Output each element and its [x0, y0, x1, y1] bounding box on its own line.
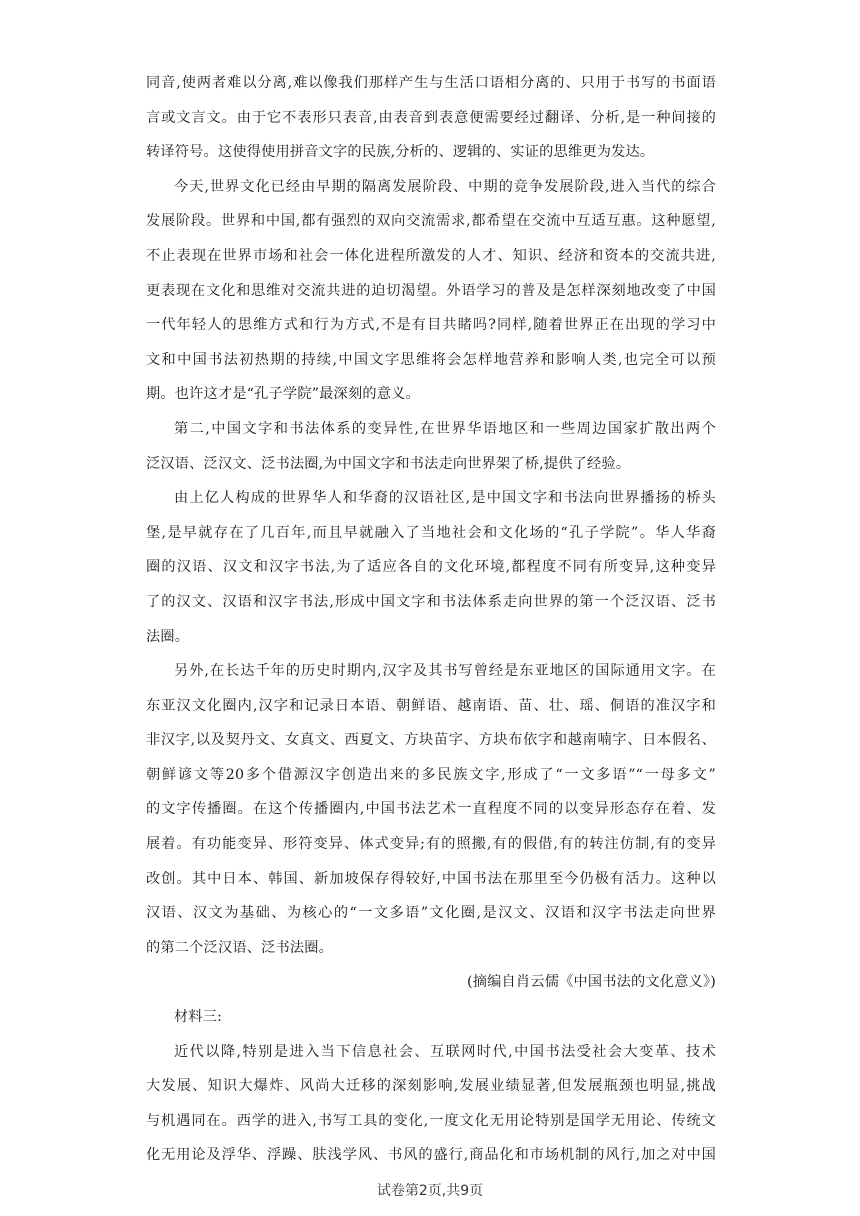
source-citation: (摘编自肖云儒《中国书法的文化意义》)	[467, 974, 716, 991]
text-line: 言或文言文。由于它不表形只表音,由表音到表意便需要经过翻译、分析,是一种间接的	[146, 109, 716, 126]
text-line: 东亚汉文化圈内,汉字和记录日本语、朝鲜语、越南语、苗、壮、瑶、侗语的准汉字和	[146, 697, 716, 714]
text-line: 期。也许这才是“孔子学院”最深刻的意义。	[146, 386, 420, 403]
text-line: 朝鲜谚文等20多个借源汉字创造出来的多民族文字,形成了“一文多语”“一母多文”	[146, 766, 716, 783]
text-line: 第二,中国文字和书法体系的变异性,在世界华语地区和一些周边国家扩散出两个	[174, 420, 716, 437]
text-line: 转译符号。这使得使用拼音文字的民族,分析的、逻辑的、实证的思维更为发达。	[146, 144, 655, 161]
text-line: 同音,使两者难以分离,难以像我们那样产生与生活口语相分离的、只用于书写的书面语	[146, 75, 716, 91]
text-line: 展着。有功能变异、形符变异、体式变异;有的照搬,有的假借,有的转注仿制,有的变异	[146, 836, 716, 853]
text-line: 非汉字,以及契丹文、女真文、西夏文、方块苗字、方块布依字和越南喃字、日本假名、	[146, 732, 716, 749]
text-line: 文和中国书法初热期的持续,中国文字思维将会怎样地营养和影响人类,也完全可以预	[146, 351, 716, 368]
material-heading: 材料三:	[174, 1009, 223, 1026]
text-line: 泛汉语、泛汉文、泛书法圈,为中国文字和书法走向世界架了桥,提供了经验。	[146, 455, 631, 472]
text-line: 不止表现在世界市场和社会一体化进程所激发的人才、知识、经济和资本的交流共进,	[146, 247, 716, 264]
text-line: 法圈。	[146, 628, 190, 645]
paragraph-block-material-three	[146, 1035, 716, 1173]
text-line: 今天,世界文化已经由早期的隔离发展阶段、中期的竞争发展阶段,进入当代的综合	[174, 178, 716, 195]
text-line: 的文字传播圈。在这个传播圈内,中国书法艺术一直程度不同的以变异形态存在着、发	[146, 801, 716, 818]
text-line: 由上亿人构成的世界华人和华裔的汉语社区,是中国文字和书法向世界播扬的桥头	[174, 490, 716, 507]
text-line: 更表现在文化和思维对交流共进的迫切渴望。外语学习的普及是怎样深刻地改变了中国	[146, 282, 716, 299]
text-line: 大发展、知识大爆炸、风尚大迁移的深刻影响,发展业绩显著,但发展瓶颈也明显,挑战	[146, 1078, 716, 1095]
text-line: 一代年轻人的思维方式和行为方式,不是有目共睹吗?同样,随着世界正在出现的学习中	[146, 317, 716, 334]
text-line: 了的汉文、汉语和汉字书法,形成中国文字和书法体系走向世界的第一个泛汉语、泛书	[146, 593, 716, 610]
text-line: 近代以降,特别是进入当下信息社会、互联网时代,中国书法受社会大变革、技术	[174, 1043, 716, 1060]
document-body	[146, 66, 716, 1173]
text-line: 另外,在长达千年的历史时期内,汉字及其书写曾经是东亚地区的国际通用文字。在	[174, 663, 716, 680]
text-line: 圈的汉语、汉文和汉字书法,为了适应各自的文化环境,都程度不同有所变异,这种变异	[146, 559, 716, 576]
text-line: 堡,是早就存在了几百年,而且早就融入了当地社会和文化场的“孔子学院”。华人华裔	[146, 524, 716, 541]
text-line: 改创。其中日本、韩国、新加坡保存得较好,中国书法在那里至今仍极有活力。这种以	[146, 870, 716, 887]
text-line: 的第二个泛汉语、泛书法圈。	[146, 939, 334, 956]
text-line: 化无用论及浮华、浮躁、肤浅学风、书风的盛行,商品化和市场机制的风行,加之对中国	[146, 1147, 716, 1164]
text-line: 与机遇同在。西学的进入,书写工具的变化,一度文化无用论特别是国学无用论、传统文	[146, 1112, 716, 1129]
text-line: 发展阶段。世界和中国,都有强烈的双向交流需求,都希望在交流中互适互惠。这种愿望,	[146, 213, 716, 230]
text-line: 汉语、汉文为基础、为核心的“一文多语”文化圈,是汉文、汉语和汉字书法走向世界	[146, 905, 716, 922]
paragraph-block-main	[146, 66, 716, 965]
page-footer: 试卷第2页,共9页	[376, 1183, 484, 1199]
